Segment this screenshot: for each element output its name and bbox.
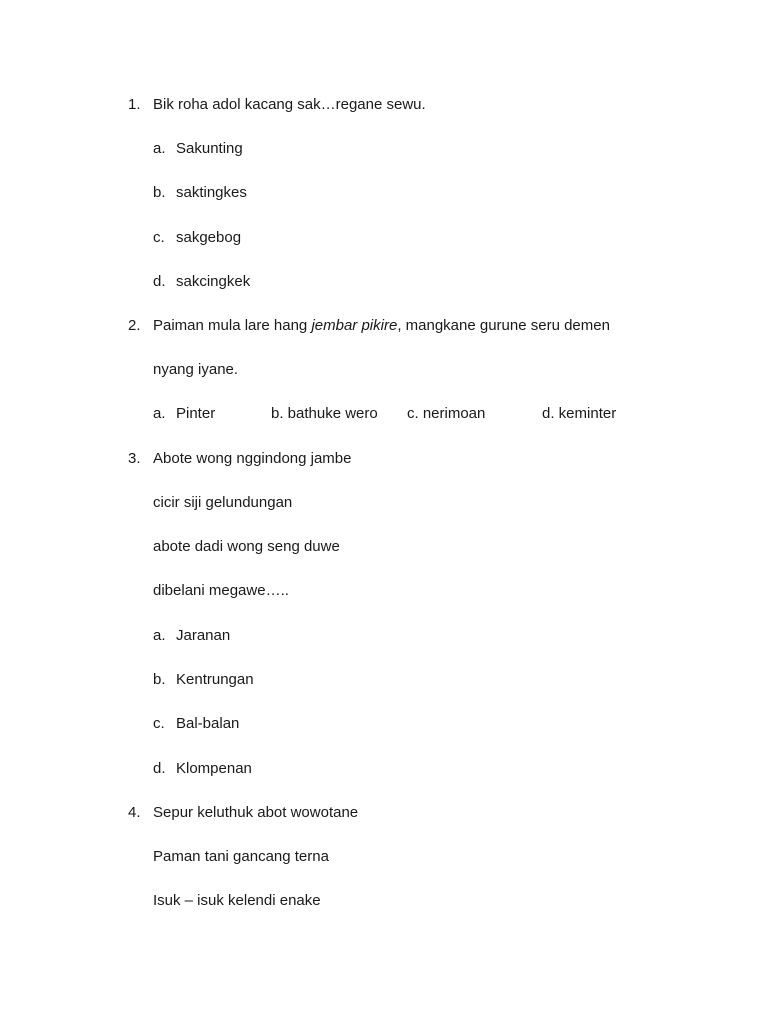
question-text: Isuk – isuk kelendi enake <box>153 892 321 909</box>
question-text: cicir siji gelundungan <box>153 494 293 511</box>
question-text: Sepur keluthuk abot wowotane <box>153 804 359 821</box>
option-text: Sakunting <box>176 140 243 157</box>
question-number: 3. <box>128 450 141 467</box>
option-letter: d. <box>153 760 166 777</box>
option-text: sakcingkek <box>176 273 251 290</box>
option-letter: a. <box>153 140 166 157</box>
option-text: saktingkes <box>176 184 247 201</box>
question-text-part: Paiman mula lare hang <box>153 317 312 334</box>
option-letter: a. <box>153 405 166 422</box>
option-text: Jaranan <box>176 627 231 644</box>
question-text: Bik roha adol kacang sak…regane sewu. <box>153 96 426 113</box>
question-number: 1. <box>128 96 141 113</box>
option-letter: a. <box>153 627 166 644</box>
option-text: Klompenan <box>176 760 252 777</box>
question-number: 2. <box>128 317 141 334</box>
question-text <box>153 316 610 336</box>
question-text: Paman tani gancang terna <box>153 848 329 865</box>
option-letter: d. <box>153 273 166 290</box>
question-text-part: , mangkane gurune seru demen <box>397 317 610 334</box>
option-a-text: Pinter <box>176 405 216 422</box>
question-text: nyang iyane. <box>153 361 239 378</box>
question-number: 4. <box>128 804 141 821</box>
option-b-text: b. bathuke wero <box>271 405 378 422</box>
option-d-text: d. keminter <box>542 405 617 422</box>
italic-phrase: jembar pikire <box>311 317 398 334</box>
question-text: dibelani megawe….. <box>153 582 289 599</box>
question-text: abote dadi wong seng duwe <box>153 538 340 555</box>
option-text: Kentrungan <box>176 671 254 688</box>
option-c-text: c. nerimoan <box>407 405 486 422</box>
option-text: sakgebog <box>176 229 242 246</box>
option-letter: c. <box>153 715 165 732</box>
option-text: Bal-balan <box>176 715 240 732</box>
option-letter: c. <box>153 229 165 246</box>
option-letter: b. <box>153 184 166 201</box>
question-text: Abote wong nggindong jambe <box>153 450 352 467</box>
option-letter: b. <box>153 671 166 688</box>
